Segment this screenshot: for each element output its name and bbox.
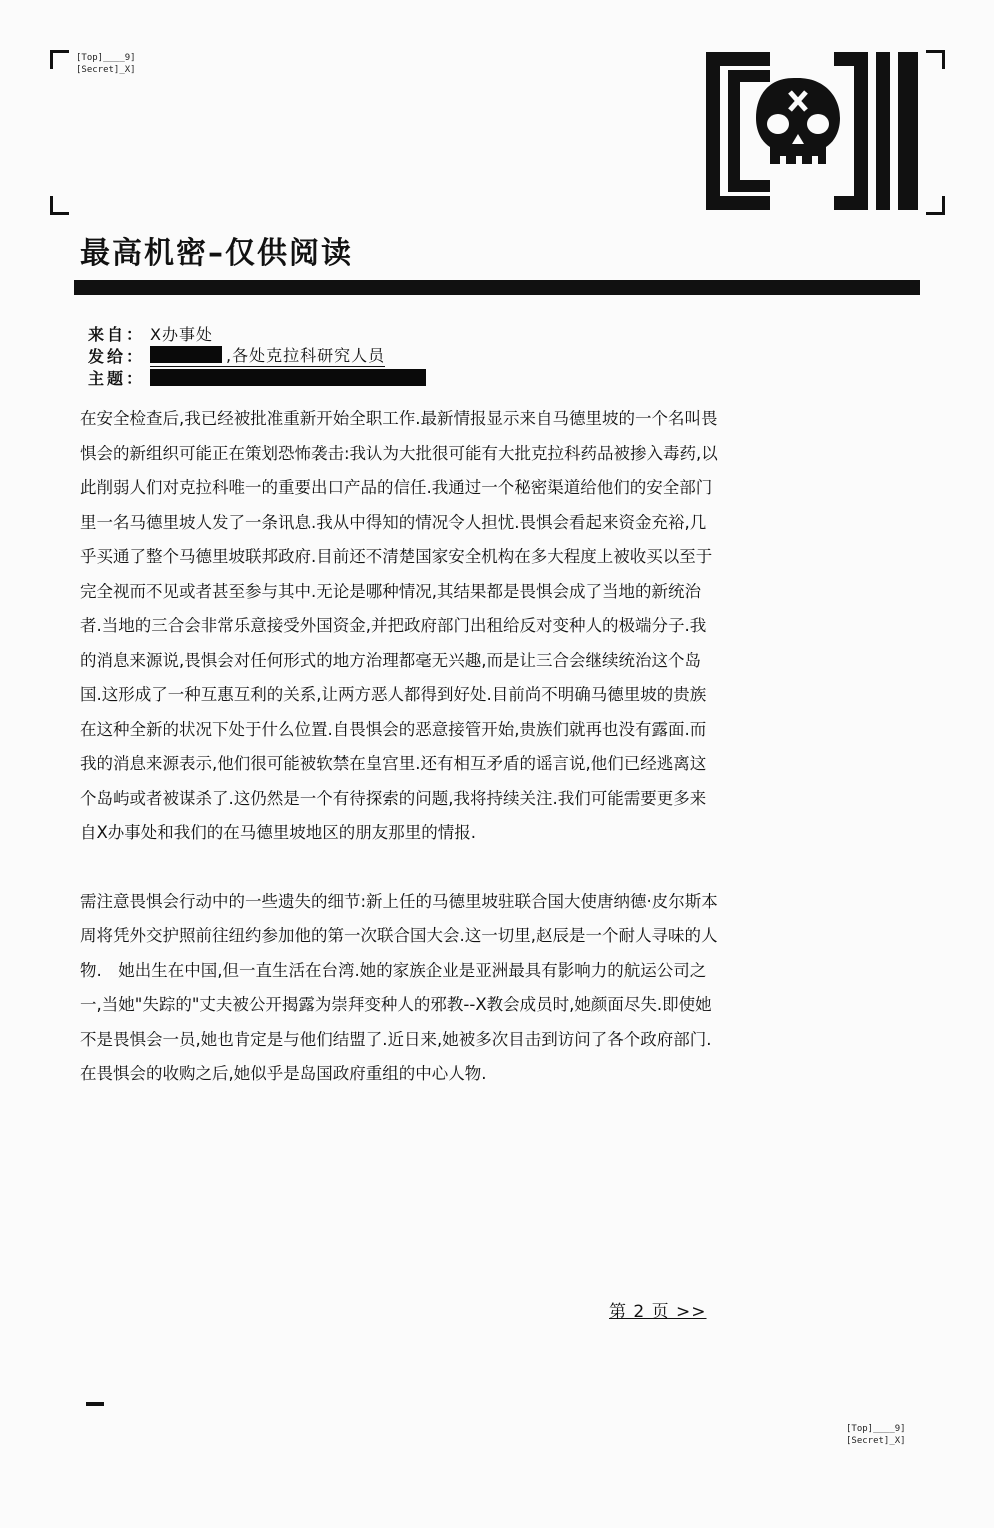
corner-bracket-bottom-left xyxy=(50,196,69,215)
corner-bracket-top-right xyxy=(926,50,945,69)
body-paragraph-1: 在安全检查后,我已经被批准重新开始全职工作.最新情报显示来自马德里坡的一个名叫畏惧会的新组织可能正在策划恐怖袭击:我认为大批很可能有大批克拉科药品被掺入毒药,以此削弱人们对克拉科唯一的重要出口产品的信任.我通过一个秘密渠道给他们的安全部门里一名马德里坡人发了一条讯息.我从中得知的情况令人担忧.畏惧会看起来资金充裕,几乎买通了整个马德里坡联邦政府.目前还不清楚国家安全机构在多大程度上被收买以至于完全视而不见或者甚至参与其中.无论是哪种情况,其结果都是畏惧会成了当地的新统治者.当地的三合会非常乐意接受外国资金,并把政府部门出租给反对变种人的极端分子.我的消息来源说,畏惧会对任何形式的地方治理都毫无兴趣,而是让三合会继续统治这个岛国.这形成了一种互惠互利的关系,让两方恶人都得到好处.目前尚不明确马德里坡的贵族在这种全新的状况下处于什么位置.自畏惧会的恶意接管开始,贵族们就再也没有露面.而我的消息来源表示,他们很可能被软禁在皇宫里.还有相互矛盾的谣言说,他们已经逃离这个岛屿或者被谋杀了.这仍然是一个有待探索的问题,我将持续关注.我们可能需要更多来自X办事处和我们的在马德里坡地区的朋友那里的情报. xyxy=(80,409,718,842)
page-title: 最高机密–仅供阅读 xyxy=(80,236,353,271)
to-value: ,各处克拉科研究人员 xyxy=(226,346,386,365)
to-label: 发给： xyxy=(88,346,146,366)
from-row xyxy=(88,322,426,344)
body-paragraph-2: 需注意畏惧会行动中的一些遗失的细节:新上任的马德里坡驻联合国大使唐纳德·皮尔斯本周将凭外交护照前往纽约参加他的第一次联合国大会.这一切里,赵辰是一个耐人寻味的人物. 她出生在中国,但一直生活在台湾.她的家族企业是亚洲最具有影响力的航运公司之一,当她"失踪的"丈夫被公开揭露为崇拜变种人的邪教--X教会成员时,她颜面尽失.即使她不是畏惧会一员,她也肯定是与他们结盟了.近日来,她被多次目击到访问了各个政府部门.在畏惧会的收购之后,她似乎是岛国政府重组的中心人物. xyxy=(80,891,718,1083)
stamp-line-top: [Top]____9] xyxy=(846,1424,906,1434)
classification-stamp-bottom xyxy=(846,1423,906,1447)
corner-bracket-top-left xyxy=(50,50,69,69)
stamp-line-secret: [Secret]_X] xyxy=(76,65,136,75)
corner-bracket-bottom-right xyxy=(926,196,945,215)
from-label: 来自： xyxy=(88,324,146,344)
memo-header xyxy=(88,322,426,388)
redaction-bar xyxy=(150,346,222,363)
page-dash-mark xyxy=(86,1402,104,1406)
recipient-line xyxy=(150,343,385,367)
next-page-link[interactable]: 第 2 页 >> xyxy=(609,1302,707,1322)
stamp-line-secret: [Secret]_X] xyxy=(846,1436,906,1446)
stamp-line-top: [Top]____9] xyxy=(76,53,136,63)
to-row xyxy=(88,344,426,366)
from-value: X办事处 xyxy=(150,324,213,344)
x-skull-emblem-icon xyxy=(706,52,918,210)
subject-redaction-bar xyxy=(150,369,426,386)
classification-stamp-top xyxy=(76,52,136,76)
subject-label: 主题： xyxy=(88,368,146,388)
memo-body xyxy=(80,402,720,1092)
title-divider xyxy=(74,280,920,295)
subject-row xyxy=(88,366,426,388)
